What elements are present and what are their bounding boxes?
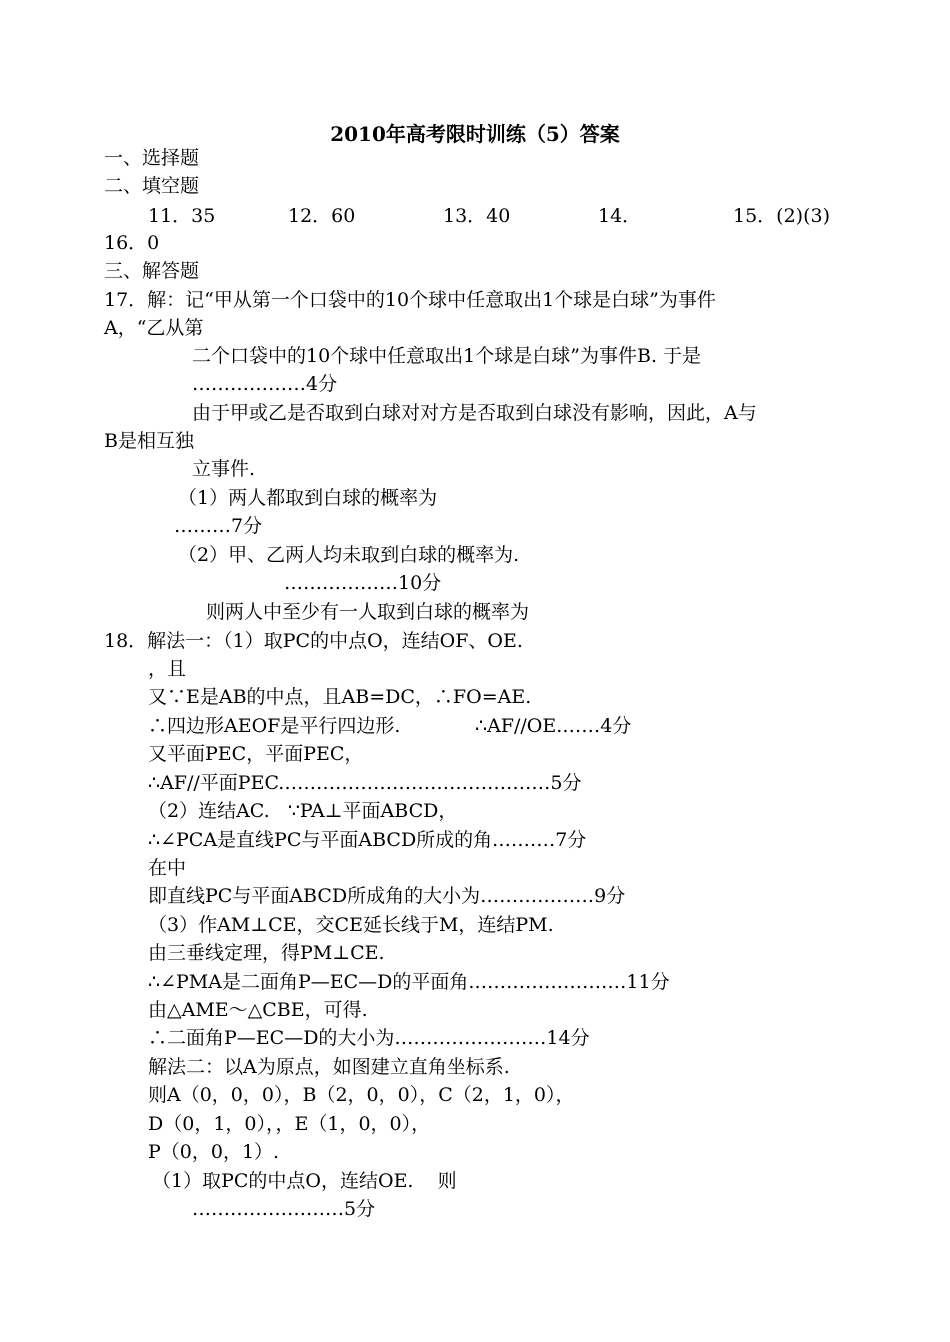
q18-line: P（0，0，1）. — [148, 1141, 280, 1163]
answer-16: 16．0 — [104, 232, 160, 254]
q17-score: ………………4分 — [192, 373, 338, 395]
q17-score: ………7分 — [174, 515, 263, 537]
answer-15: 15．(2)(3) — [733, 205, 831, 227]
q18-line: （1）取PC的中点O，连结OE. 则 — [152, 1170, 457, 1192]
q18-line: 又平面PEC，平面PEC， — [148, 743, 364, 765]
answer-12: 12．60 — [288, 205, 356, 227]
q18-score: ……………………5分 — [192, 1198, 376, 1220]
q17-line: 由于甲或乙是否取到白球对对方是否取到白球没有影响，因此，A与 — [192, 402, 757, 424]
q18-line: ，且 — [148, 658, 187, 680]
q17-line: 17．解：记“甲从第一个口袋中的10个球中任意取出1个球是白球”为事件 — [104, 289, 716, 311]
q18-line: 又∵E是AB的中点，且AB=DC，∴FO=AE. — [148, 686, 532, 708]
q18-line: （3）作AM⊥CE，交CE延长线于M，连结PM. — [148, 914, 554, 936]
q18-line: 由三垂线定理，得PM⊥CE. — [148, 942, 385, 964]
answer-11: 11．35 — [148, 205, 216, 227]
q17-line: 则两人中至少有一人取到白球的概率为 — [206, 601, 530, 623]
document-title: 2010年高考限时训练（5）答案 — [330, 122, 620, 146]
q18-score: ∴AF//OE.……4分 — [475, 715, 632, 737]
q18-score: ∴∠PMA是二面角P—EC—D的平面角.……………………11分 — [148, 971, 670, 993]
section-heading-fill: 二、填空题 — [104, 175, 200, 197]
q18-score: ∴∠PCA是直线PC与平面ABCD所成的角.………7分 — [148, 829, 587, 851]
q18-score: 即直线PC与平面ABCD所成角的大小为………………9分 — [148, 885, 626, 907]
q18-line: （2）连结AC. ∵PA⊥平面ABCD， — [148, 800, 458, 822]
q17-line: 立事件. — [192, 458, 256, 480]
q18-line: 则A（0，0，0），B（2，0，0），C（2，1，0）， — [148, 1084, 575, 1106]
q18-line: 解法二：以A为原点，如图建立直角坐标系. — [148, 1056, 510, 1078]
section-heading-choice: 一、选择题 — [104, 147, 200, 169]
q17-line: 二个口袋中的10个球中任意取出1个球是白球”为事件B. 于是 — [192, 345, 702, 367]
q17-score: ………………10分 — [284, 572, 442, 594]
section-heading-solutions: 三、解答题 — [104, 260, 200, 282]
q17-line: A，“乙从第 — [104, 317, 204, 339]
q18-line: ∴四边形AEOF是平行四边形. — [148, 715, 401, 737]
q18-score: ∴AF//平面PEC.……………………………………5分 — [148, 772, 582, 794]
q18-score: ∴二面角P—EC—D的大小为……………………14分 — [148, 1027, 590, 1049]
q18-line: 在中 — [148, 857, 187, 879]
q17-line: （2）甲、乙两人均未取到白球的概率为. — [178, 544, 520, 566]
answer-13: 13．40 — [443, 205, 511, 227]
q17-line: B是相互独 — [104, 430, 194, 452]
q18-line: D（0，1，0），，E（1，0，0）， — [148, 1113, 431, 1135]
answer-14: 14． — [598, 205, 642, 227]
q17-line: （1）两人都取到白球的概率为 — [178, 487, 438, 509]
q18-line: 18．解法一：（1）取PC的中点O，连结OF、OE. — [104, 630, 523, 652]
q18-line: 由△AME～△CBE，可得. — [148, 999, 368, 1021]
